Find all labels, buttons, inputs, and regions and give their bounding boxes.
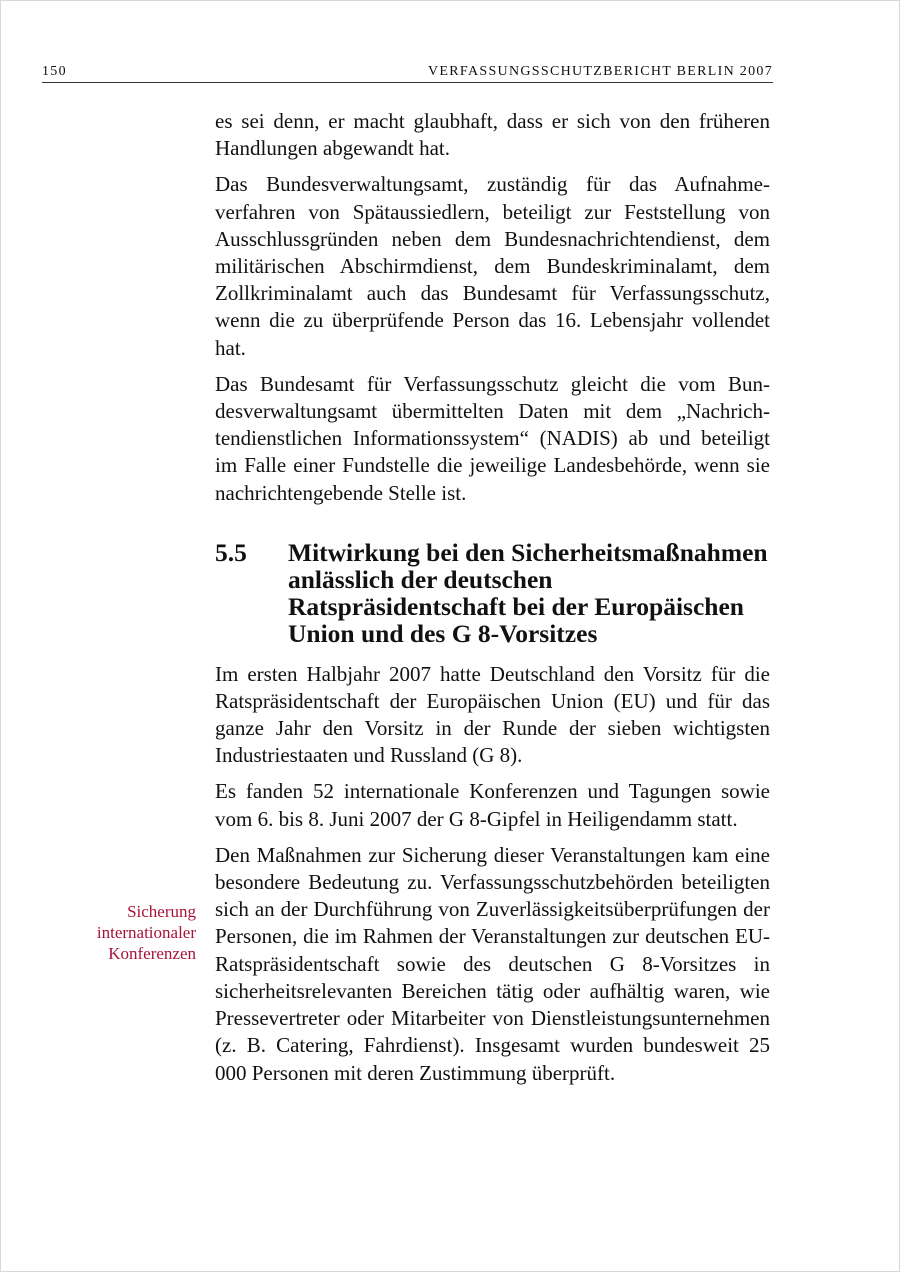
page-number: 150 xyxy=(42,64,67,79)
margin-note-line: internationaler xyxy=(96,923,196,942)
page-header xyxy=(42,62,773,83)
paragraph: es sei denn, er macht glaubhaft, dass er sich von den früheren Handlungen abgewandt hat. xyxy=(215,109,770,161)
margin-note xyxy=(60,901,196,964)
main-content xyxy=(215,108,770,1096)
paragraph: Den Maßnahmen zur Sicherung dieser Veranstaltungen kam eine besondere Bedeutung zu. Verfassungsschutzbehörden beteiligten sich an der Durchführung von Zuverlässigkeitsüberprüfungen der Personen, die im Rahmen der Veranstaltungen zur deutschen EU-Ratspräsidentschaft sowie des deutschen G 8-Vorsitzes in sicherheitsrelevanten Bereichen tätig oder aufhältig waren, wie Pressevertreter oder Mitarbeiter von Dienstleistungsunternehmen (z. B. Catering, Fahrdienst). Insgesamt wurden bundesweit 25 000 Personen mit deren Zustimmung überprüft. xyxy=(215,842,770,1085)
section-heading xyxy=(215,539,770,648)
running-title: VERFASSUNGSSCHUTZBERICHT BERLIN 2007 xyxy=(428,64,773,79)
section-title: Mitwirkung bei den Sicherheitsmaßnahmen anlässlich der deutschen Ratspräsidentschaft bei der Europäischen Union und des G 8-Vorsitzes xyxy=(288,537,768,649)
section-number: 5.5 xyxy=(215,537,247,567)
paragraph: Es fanden 52 internationale Konferenzen und Tagungen sowie vom 6. bis 8. Juni 2007 der G 8-Gipfel in Heiligendamm statt. xyxy=(215,779,770,831)
paragraph: Das Bundesamt für Verfassungsschutz gleicht die vom Bundesverwaltungsamt übermittelten Daten mit dem „Nachrichtendienstlichen Informationssystem“ (NADIS) ab und beteiligt im Falle einer Fundstelle die jeweilige Landesbehörde, wenn sie nachrichtengebende Stelle ist. xyxy=(215,371,770,505)
paragraph: Das Bundesverwaltungsamt, zuständig für das Aufnahmeverfahren von Spätaussiedlern, beteiligt zur Feststellung von Ausschlussgründen neben dem Bundesnachrichtendienst, dem militärischen Abschirmdienst, dem Bundeskriminalamt, dem Zollkriminalamt auch das Bundesamt für Verfassungsschutz, wenn die zu überprüfende Person das 16. Lebensjahr vollendet hat. xyxy=(215,172,770,360)
margin-note-line: Sicherung xyxy=(127,902,196,921)
paragraph: Im ersten Halbjahr 2007 hatte Deutschland den Vorsitz für die Ratspräsidentschaft der Europäischen Union (EU) und für das ganze Jahr den Vorsitz in der Runde der sieben wichtigsten Industriestaaten und Russland (G 8). xyxy=(215,661,770,768)
margin-note-line: Konferenzen xyxy=(108,944,196,963)
